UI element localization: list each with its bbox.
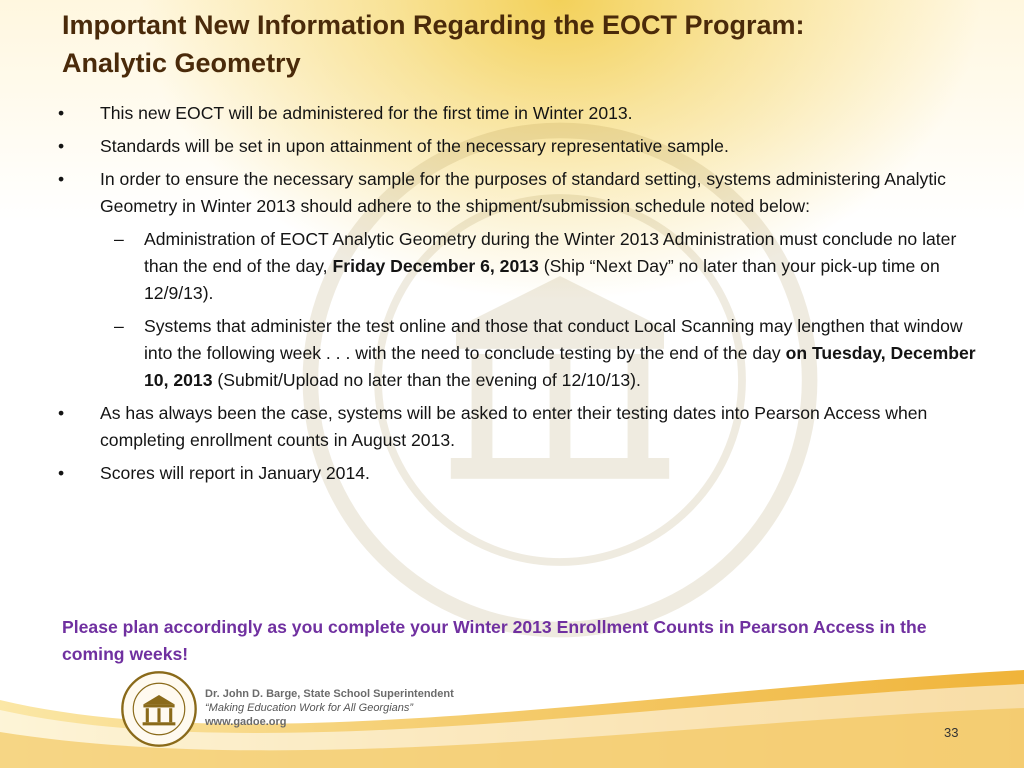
page-number: 33 (944, 725, 959, 740)
list-item (58, 400, 978, 454)
superintendent-name: Dr. John D. Barge, State School Superintendent (205, 688, 454, 700)
title-line-1: Important New Information Regarding the EOCT Program: (62, 10, 805, 40)
sub-item-bold-date: Friday December 6, 2013 (332, 256, 539, 276)
notice-text: Please plan accordingly as you complete your Winter 2013 Enrollment Counts in Pearson Access in the coming weeks! (62, 617, 927, 664)
list-item-text: As has always been the case, systems will be asked to enter their testing dates into Pearson Access when completing enrollment counts in August 2013. (100, 403, 928, 450)
sub-list-item (58, 226, 978, 307)
sub-item-text-end: (Submit/Upload no later than the evening of 12/10/13). (212, 370, 641, 390)
list-item (58, 166, 978, 220)
dash-icon: – (114, 229, 124, 249)
bullet-icon: • (58, 169, 65, 189)
list-item (58, 133, 978, 160)
sub-bullet-list (58, 226, 978, 394)
list-item (58, 100, 978, 127)
page-title (62, 6, 962, 82)
list-item (58, 460, 978, 487)
list-item-text: Standards will be set in upon attainment of the necessary representative sample. (100, 136, 729, 156)
website-link[interactable]: www.gadoe.org (205, 716, 287, 728)
sub-list-item (58, 313, 978, 394)
bullet-icon: • (58, 403, 65, 423)
bullet-icon: • (58, 136, 65, 156)
motto: “Making Education Work for All Georgians” (205, 702, 414, 714)
sub-item-text-end: (Ship “Next Day” no later than your pick-up time on 12/9/13). (144, 256, 940, 303)
sub-item-text: Systems that administer the test online and those that conduct Local Scanning may lengthen that window into the following week . . . with the need to conclude testing by the end of the day (144, 316, 963, 363)
bullet-icon: • (58, 463, 65, 483)
list-item-text: This new EOCT will be administered for the first time in Winter 2013. (100, 103, 633, 123)
footer-text (205, 687, 454, 729)
list-item-text: In order to ensure the necessary sample for the purposes of standard setting, systems administering Analytic Geometry in Winter 2013 should adhere to the shipment/submission schedule noted below: (100, 169, 946, 216)
bullet-icon: • (58, 103, 65, 123)
georgia-seal-icon (120, 670, 198, 748)
title-line-2: Analytic Geometry (62, 48, 301, 78)
sub-item-text: Administration of EOCT Analytic Geometry during the Winter 2013 Administration must conclude no later than the end of the day, (144, 229, 957, 276)
dash-icon: – (114, 316, 124, 336)
bullet-list (58, 100, 978, 493)
sub-item-bold-date: on Tuesday, December 10, 2013 (144, 343, 976, 390)
list-item-text: Scores will report in January 2014. (100, 463, 370, 483)
